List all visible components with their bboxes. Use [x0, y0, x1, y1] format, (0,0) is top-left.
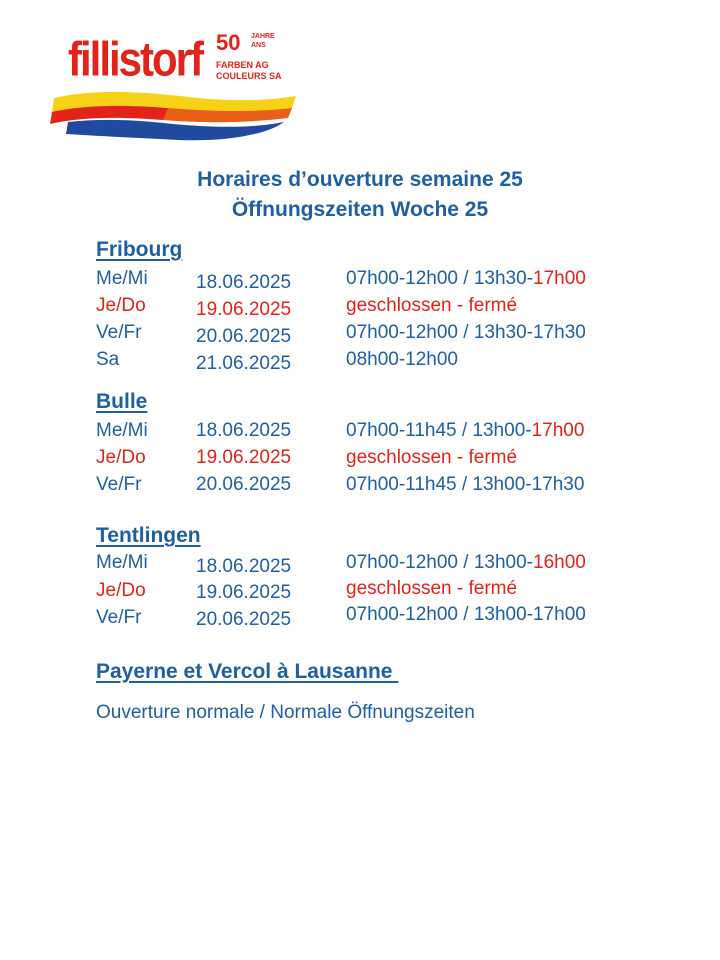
date-value: 19.06.2025 — [196, 582, 292, 603]
opening-hours — [346, 420, 584, 442]
logo-company-line-de: FARBEN AG — [216, 60, 269, 70]
hours-end-highlight: 16h00 — [533, 552, 586, 573]
day-label: Me/Mi — [96, 420, 148, 441]
date-value: 20.06.2025 — [196, 474, 292, 495]
logo-anniversary-words — [251, 32, 275, 50]
normal-hours-note: Ouverture normale / Normale Öffnungszeiten — [96, 702, 475, 723]
headline-german: Öffnungszeiten Woche 25 — [231, 198, 489, 221]
day-label: Ve/Fr — [96, 322, 142, 343]
opening-hours — [346, 552, 586, 574]
date-value: 19.06.2025 — [196, 299, 292, 320]
day-label: Ve/Fr — [96, 607, 142, 628]
date-value: 19.06.2025 — [196, 447, 292, 468]
hours-main: 07h00-12h00 / 13h30- — [346, 268, 533, 289]
company-logo — [48, 28, 308, 146]
logo-company-line-fr: COULEURS SA — [216, 71, 282, 81]
date-value: 20.06.2025 — [196, 609, 292, 630]
date-value: 18.06.2025 — [196, 556, 292, 577]
date-value: 18.06.2025 — [196, 272, 292, 293]
date-value: 18.06.2025 — [196, 420, 292, 441]
logo-company-lines — [216, 60, 282, 82]
location-title-fribourg: Fribourg — [96, 238, 183, 261]
opening-hours-closed: geschlossen - fermé — [346, 295, 518, 316]
logo-brand-name: fillistorf — [68, 32, 202, 87]
opening-hours — [346, 268, 586, 290]
opening-hours: 07h00-12h00 / 13h00-17h00 — [346, 604, 586, 625]
day-label: Sa — [96, 349, 120, 370]
logo-anniversary-word-fr: ANS — [251, 42, 266, 49]
day-label: Je/Do — [96, 580, 146, 601]
opening-hours: 07h00-11h45 / 13h00-17h30 — [346, 474, 585, 495]
date-value: 21.06.2025 — [196, 353, 292, 374]
logo-anniversary-word-de: JAHRE — [251, 33, 275, 40]
date-value: 20.06.2025 — [196, 326, 292, 347]
logo-flag-swoosh — [48, 86, 300, 146]
logo-anniversary-number: 50 — [216, 30, 241, 55]
hours-end-highlight: 17h00 — [533, 268, 586, 289]
day-label: Ve/Fr — [96, 474, 142, 495]
day-label: Je/Do — [96, 447, 146, 468]
location-title-bulle: Bulle — [96, 390, 148, 413]
hours-end-highlight: 17h00 — [531, 420, 585, 441]
hours-main: 07h00-11h45 / 13h00- — [346, 420, 532, 441]
hours-main: 07h00-12h00 / 13h00- — [346, 552, 533, 573]
location-title-payerne-vercol: Payerne et Vercol à Lausanne — [96, 660, 399, 683]
day-label: Je/Do — [96, 295, 146, 316]
opening-hours-closed: geschlossen - fermé — [346, 578, 518, 599]
opening-hours: 07h00-12h00 / 13h30-17h30 — [346, 322, 586, 343]
day-label: Me/Mi — [96, 268, 148, 289]
opening-hours-closed: geschlossen - fermé — [346, 447, 518, 468]
opening-hours: 08h00-12h00 — [346, 349, 458, 370]
location-title-tentlingen: Tentlingen — [96, 524, 201, 547]
day-label: Me/Mi — [96, 552, 148, 573]
headline-french: Horaires d’ouverture semaine 25 — [197, 168, 523, 191]
